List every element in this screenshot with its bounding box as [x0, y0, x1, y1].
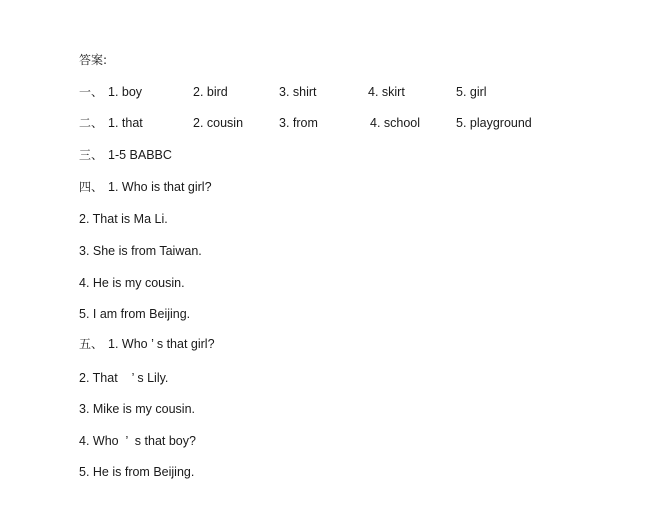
section-1-item-5: 5. girl: [456, 85, 487, 99]
section-4-line-1: 1. Who is that girl?: [108, 180, 212, 194]
section-5-line-3: 3. Mike is my cousin.: [79, 402, 196, 416]
section-5-line-5: 5. He is from Beijing.: [79, 465, 195, 479]
section-3-marker: 三、: [79, 148, 104, 162]
section-2-item-1: 1. that: [108, 116, 143, 130]
section-4-line-2: 2. That is Ma Li.: [79, 212, 168, 226]
section-3-answer: 1-5 BABBC: [108, 148, 172, 162]
section-4-marker: 四、: [79, 180, 104, 194]
section-2-item-5: 5. playground: [456, 116, 532, 130]
section-2-item-4: 4. school: [370, 116, 421, 130]
section-1-marker: 一、: [79, 85, 104, 99]
section-5-line-2: 2. That ’ s Lily.: [79, 371, 169, 385]
section-5-marker: 五、: [79, 337, 104, 351]
section-1-item-2: 2. bird: [193, 85, 228, 99]
section-2-marker: 二、: [79, 116, 104, 130]
section-5-line-4: 4. Who ’ s that boy?: [79, 434, 196, 448]
section-4-line-5: 5. I am from Beijing.: [79, 307, 191, 321]
section-1-item-1: 1. boy: [108, 85, 143, 99]
section-2-item-3: 3. from: [279, 116, 318, 130]
section-1-item-3: 3. shirt: [279, 85, 317, 99]
section-4-line-4: 4. He is my cousin.: [79, 276, 185, 290]
section-5-line-1: 1. Who ’ s that girl?: [108, 337, 215, 351]
section-4-line-3: 3. She is from Taiwan.: [79, 244, 202, 258]
section-5-row: [79, 336, 379, 400]
section-2-item-2: 2. cousin: [193, 116, 244, 130]
answers-heading: 答案:: [79, 53, 108, 67]
section-1-item-4: 4. skirt: [368, 85, 405, 99]
